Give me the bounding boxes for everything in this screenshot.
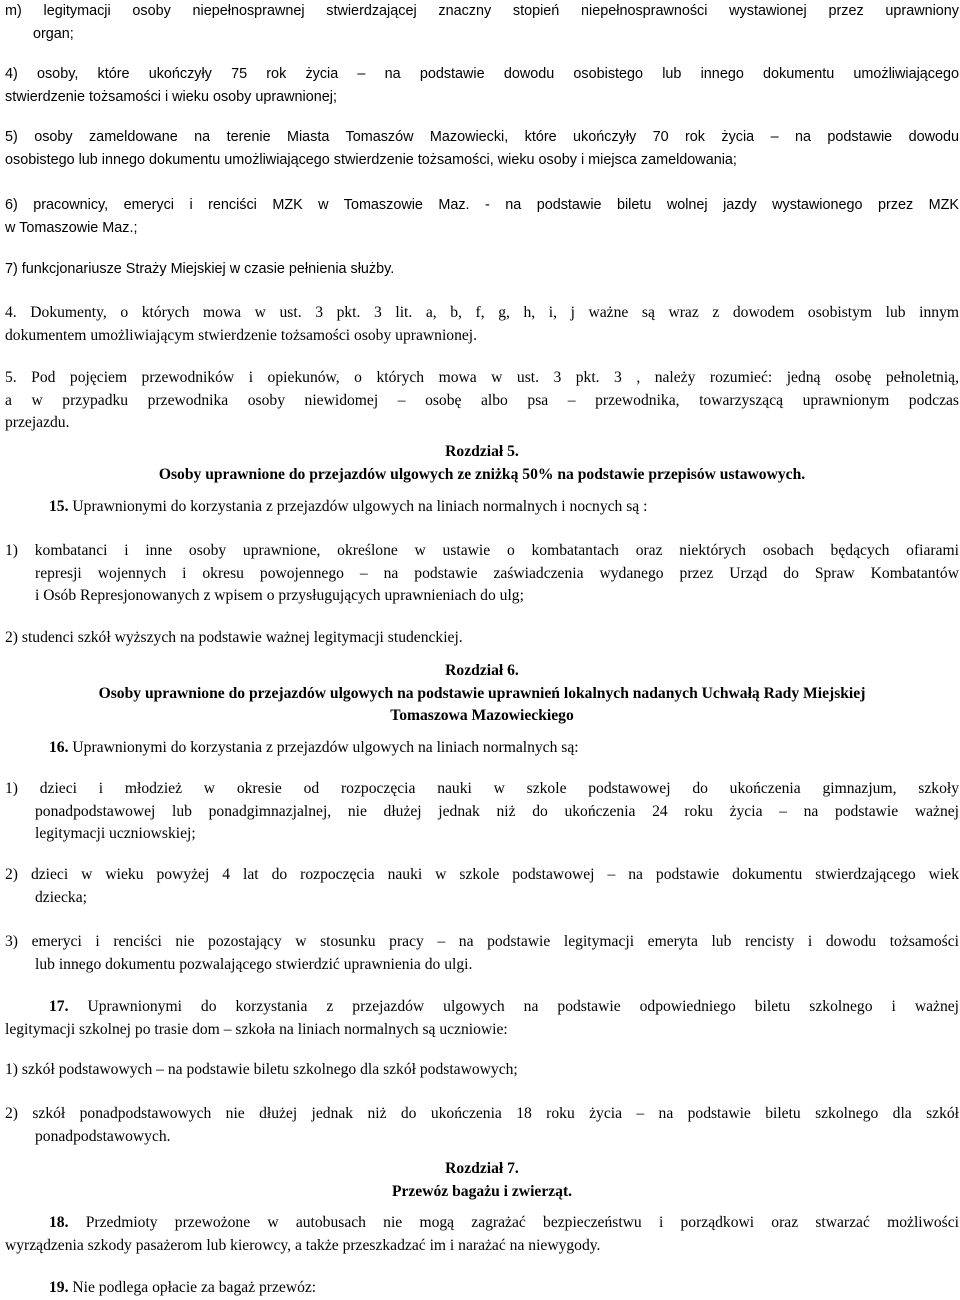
- p15-list-item-2: [5, 627, 959, 650]
- item-4-line2: stwierdzenie tożsamości i wieku osoby uprawnionej;: [5, 88, 337, 105]
- paragraph-16-text: Uprawnionymi do korzystania z przejazdów ulgowych na liniach normalnych są:: [68, 739, 579, 756]
- p16-list-item-2: [5, 864, 959, 909]
- paragraph-18-line2: wyrządzenia szkody pasażerom lub kierowcy, a także przeszkadzać im i narażać na niewygody.: [5, 1236, 601, 1254]
- item-4-line1: 4) osoby, które ukończyły 75 rok życia – na podstawie dowodu osobistego lub innego dokumentu umożliwiającego: [5, 66, 959, 82]
- item-5-line2: osobistego lub innego dokumentu umożliwiającego stwierdzenie tożsamości, wieku osoby i miejsca zameldowania;: [5, 151, 737, 168]
- paragraph-17-line2: legitymacji szkolnej po trasie dom – szkoła na liniach normalnych są uczniowie:: [5, 1020, 508, 1038]
- chapter-6-title-line1: Osoby uprawnione do przejazdów ulgowych na podstawie uprawnień lokalnych nadanych Uchwałą Rady Miejskiej: [98, 684, 866, 702]
- p17-list-item-1: [5, 1059, 959, 1082]
- point-4: [5, 302, 959, 347]
- chapter-6-number: Rozdział 6.: [445, 662, 519, 679]
- p16-item-2-line1: 2) dzieci w wieku powyżej 4 lat do rozpoczęcia nauki w szkole podstawowej – na podstawie dokumentu stwierdzającego wiek: [5, 866, 959, 883]
- point-5-line2: a w przypadku przewodnika osoby niewidomej – osobę albo psa – przewodnika, towarzyszącą uprawnionym podczas: [5, 391, 959, 409]
- item-5-line1: 5) osoby zameldowane na terenie Miasta Tomaszów Mazowiecki, które ukończyły 70 rok życia – na podstawie dowodu: [5, 129, 959, 145]
- chapter-6-heading: [5, 660, 959, 728]
- p16-item-3-line2: lub innego dokumentu pozwalającego stwierdzić uprawnienia do ulgi.: [35, 955, 473, 973]
- p16-item-1-line1: 1) dzieci i młodzież w okresie od rozpoczęcia nauki w szkole podstawowej do ukończenia gimnazjum, szkoły: [5, 780, 959, 797]
- list-item-5: [5, 126, 959, 171]
- p17-item-1-text: 1) szkół podstawowych – na podstawie biletu szkolnego dla szkół podstawowych;: [5, 1061, 518, 1078]
- p17-item-2-line2: ponadpodstawowych.: [35, 1127, 171, 1145]
- paragraph-19: [5, 1277, 959, 1300]
- list-item-7: [5, 258, 959, 281]
- p16-list-item-1: [5, 778, 959, 846]
- p15-item-1-line2: represji wojennych i okresu powojennego – na podstawie zaświadczenia wydanego przez Urząd do Spraw Kombatantów: [35, 564, 959, 582]
- list-item-6: [5, 194, 959, 239]
- item-m-line1: m) legitymacji osoby niepełnosprawnej stwierdzającej znaczny stopień niepełnosprawności wystawionej przez uprawniony: [5, 3, 959, 19]
- paragraph-15-text: Uprawnionymi do korzystania z przejazdów ulgowych na liniach normalnych i nocnych są :: [68, 498, 648, 515]
- paragraph-17-line1: Uprawnionymi do korzystania z przejazdów ulgowych na podstawie odpowiedniego biletu szkolnego i ważnej: [68, 998, 959, 1015]
- paragraph-16: [5, 737, 959, 760]
- list-item-m: [5, 0, 959, 45]
- p15-item-1-line3: i Osób Represjonowanych z wpisem o przysługujących uprawnieniach do ulg;: [35, 587, 524, 604]
- p15-list-item-1: [5, 540, 959, 608]
- point-5: [5, 367, 959, 435]
- paragraph-16-number: 16.: [49, 739, 69, 756]
- chapter-6-title-line2: Tomaszowa Mazowieckiego: [390, 707, 574, 724]
- p16-item-2-line2: dziecka;: [35, 888, 87, 906]
- paragraph-18-number: 18.: [49, 1214, 69, 1231]
- paragraph-15-number: 15.: [49, 498, 69, 515]
- point-4-line1: 4. Dokumenty, o których mowa w ust. 3 pkt. 3 lit. a, b, f, g, h, i, j ważne są wraz z dowodem osobistym lub innym: [5, 304, 959, 321]
- paragraph-15: [5, 496, 959, 519]
- point-5-line1: 5. Pod pojęciem przewodników i opiekunów, o których mowa w ust. 3 pkt. 3 , należy rozumieć: jedną osobę pełnoletnią,: [5, 369, 959, 386]
- chapter-7-heading: [5, 1158, 959, 1203]
- paragraph-19-number: 19.: [49, 1279, 69, 1296]
- point-5-line3: przejazdu.: [5, 414, 70, 431]
- p15-item-2-text: 2) studenci szkół wyższych na podstawie ważnej legitymacji studenckiej.: [5, 629, 463, 646]
- chapter-5-title: Osoby uprawnione do przejazdów ulgowych ze zniżką 50% na podstawie przepisów ustawowych.: [158, 465, 806, 483]
- p16-list-item-3: [5, 931, 959, 976]
- list-item-4: [5, 63, 959, 108]
- chapter-5-heading: [5, 441, 959, 486]
- chapter-5-number: Rozdział 5.: [445, 443, 519, 460]
- point-4-line2: dokumentem umożliwiającym stwierdzenie tożsamości osoby uprawnionej.: [5, 326, 478, 344]
- p16-item-1-line2: ponadpodstawowej lub ponadgimnazjalnej, nie dłużej jednak niż do ukończenia 24 roku życia – na podstawie ważnej: [35, 802, 959, 820]
- chapter-7-title: Przewóz bagażu i zwierząt.: [391, 1182, 573, 1200]
- p16-item-1-line3: legitymacji uczniowskiej;: [35, 825, 196, 842]
- paragraph-19-text: Nie podlega opłacie za bagaż przewóz:: [68, 1279, 317, 1296]
- p16-item-3-line1: 3) emeryci i renciści nie pozostający w stosunku pracy – na podstawie legitymacji emeryta lub rencisty i dowodu tożsamości: [5, 933, 959, 950]
- paragraph-18-line1: Przedmioty przewożone w autobusach nie mogą zagrażać bezpieczeństwu i porządkowi oraz stwarzać możliwości: [68, 1214, 959, 1231]
- paragraph-17-number: 17.: [49, 998, 69, 1015]
- item-6-line2: w Tomaszowie Maz.;: [5, 219, 138, 236]
- paragraph-17: [5, 996, 959, 1041]
- item-6-line1: 6) pracownicy, emeryci i renciści MZK w Tomaszowie Maz. - na podstawie biletu wolnej jazdy wystawionego przez MZK: [5, 197, 959, 213]
- p17-list-item-2: [5, 1103, 959, 1148]
- p15-item-1-line1: 1) kombatanci i inne osoby uprawnione, określone w ustawie o kombatantach oraz niektórych osobach będących ofiarami: [5, 542, 959, 559]
- item-7-text: 7) funkcjonariusze Straży Miejskiej w czasie pełnienia służby.: [5, 261, 395, 277]
- paragraph-18: [5, 1212, 959, 1257]
- p17-item-2-line1: 2) szkół ponadpodstawowych nie dłużej jednak niż do ukończenia 18 roku życia – na podstawie biletu szkolnego dla szkół: [5, 1105, 959, 1122]
- chapter-7-number: Rozdział 7.: [445, 1160, 519, 1177]
- item-m-line2: organ;: [33, 25, 74, 42]
